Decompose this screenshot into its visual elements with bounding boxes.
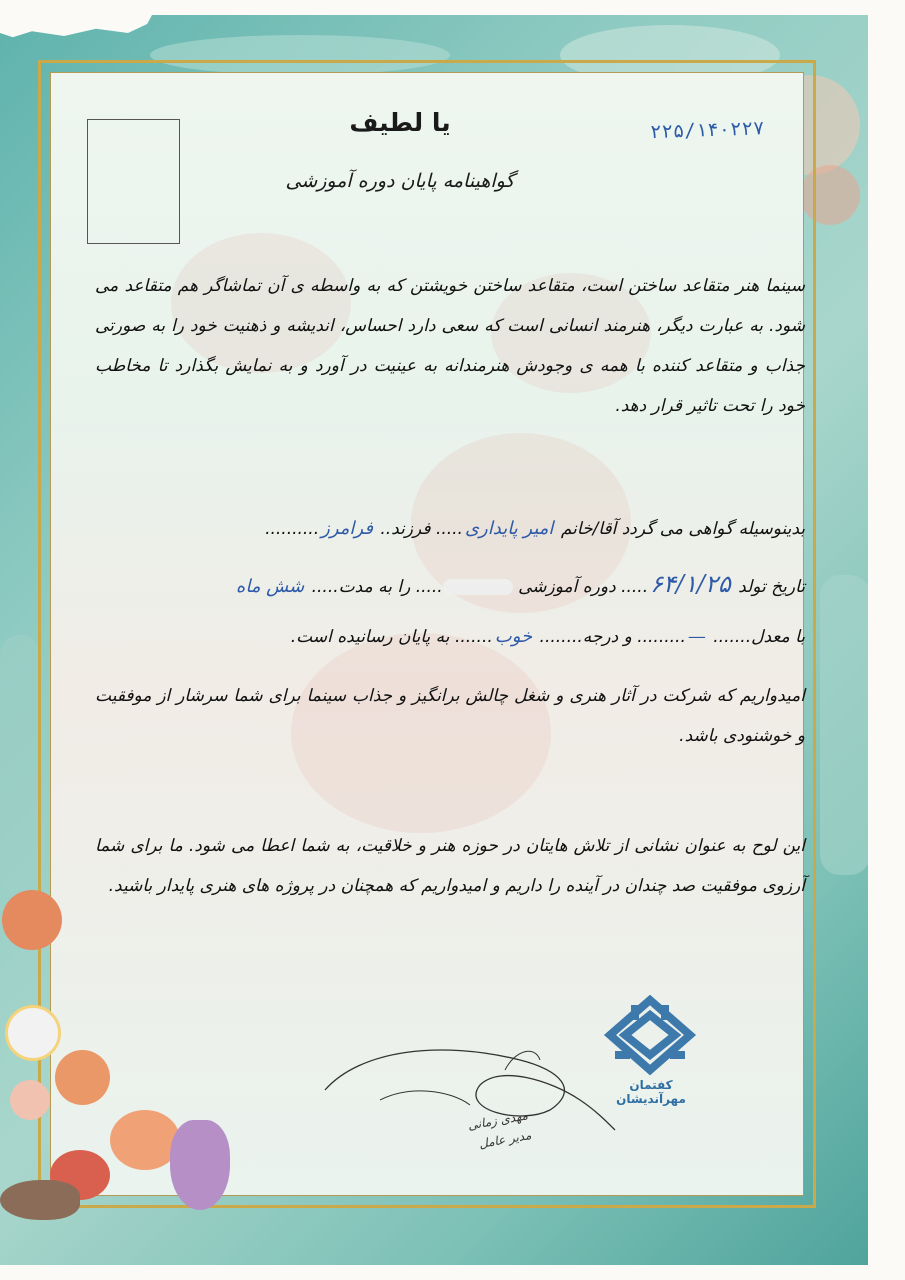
logo-caption: [596, 1078, 706, 1106]
redacted-course-name: [443, 579, 513, 595]
certificate-title: گواهینامه پایان دوره آموزشی: [285, 170, 515, 192]
course-label: دوره آموزشی: [518, 577, 616, 597]
gpa-label: با معدل: [751, 627, 805, 647]
serial-number: ۲۲۵/۱۴۰۲۲۷: [649, 117, 765, 144]
dob-label: تاریخ تولد: [738, 577, 805, 597]
logo-caption-line1: کفتمان: [629, 1078, 673, 1092]
dob-value: ۶۴/۱/۲۵: [650, 570, 731, 598]
gpa-value: —: [687, 626, 706, 647]
duration-value: شش ماه: [235, 576, 305, 597]
logo-caption-line2: مهرآندیشان: [616, 1092, 686, 1106]
photo-placeholder: [87, 119, 180, 244]
dob-course-line: تاریخ تولد ۶۴/۱/۲۵..... دوره آموزشی ..... را به مدت..... شش ماه: [235, 570, 805, 598]
grade-label: و درجه: [582, 627, 632, 647]
ornament-right: [820, 575, 868, 875]
recipient-name: امیر پایداری: [464, 518, 554, 539]
duration-label: را به مدت: [338, 577, 411, 597]
recipient-line: بدینوسیله گواهی می گردد آقا/خانم امیر پایداری..... فرزند.. فرامرز..........: [265, 518, 805, 539]
invocation-heading: یا لطیف: [349, 108, 451, 137]
flower-icon: [2, 890, 62, 950]
closing-paragraph: این لوح به عنوان نشانی از تلاش هایتان در حوزه هنر و خلاقیت، به شما اعطا می شود. ما برای شما آرزوی موفقیت صد چندان در آینده را داریم و امیدواریم که همچنان در پروژه های هنری پایدار باشید.: [95, 836, 805, 896]
flower-icon: [10, 1080, 50, 1120]
signatory-title: مدیر عامل: [477, 1128, 533, 1151]
hope-paragraph: امیدواریم که شرکت در آثار هنری و شغل چالش برانگیز و جذاب سینما برای شما سرشار از موفقیت و خوشنودی باشد.: [95, 686, 805, 746]
organization-logo-icon: [600, 995, 700, 1135]
bird-icon: [0, 1180, 80, 1220]
iris-icon: [170, 1120, 230, 1210]
flower-icon: [55, 1050, 110, 1105]
recipient-prefix: بدینوسیله گواهی می گردد آقا/خانم: [560, 519, 805, 539]
flower-icon: [5, 1005, 61, 1061]
ornament-left: [0, 635, 40, 895]
grade-line: با معدل....... —......... و درجه........ خوب....... به پایان رسانیده است.: [290, 626, 805, 647]
child-of-label: فرزند: [391, 519, 431, 539]
signatory-name: مهدی زمانی: [466, 1108, 529, 1133]
completion-text: به پایان رسانیده است.: [290, 627, 450, 647]
grade-value: خوب: [494, 626, 533, 647]
intro-paragraph: سینما هنر متقاعد ساختن است، متقاعد ساختن خویشتن که به واسطه ی آن تماشاگر هم متقاعد می شود. به عبارت دیگر، هنرمند انسانی است که سعی دارد احساس، اندیشه و ذهنیت خود را به صورتی جذاب و متقاعد کننده با همه ی وجودش هنرمندانه به عینیت در آورد و به نمایش بگذارد تا مخاطب خود را تحت تاثیر قرار دهد.: [95, 276, 805, 416]
father-name: فرامرز: [321, 518, 373, 539]
